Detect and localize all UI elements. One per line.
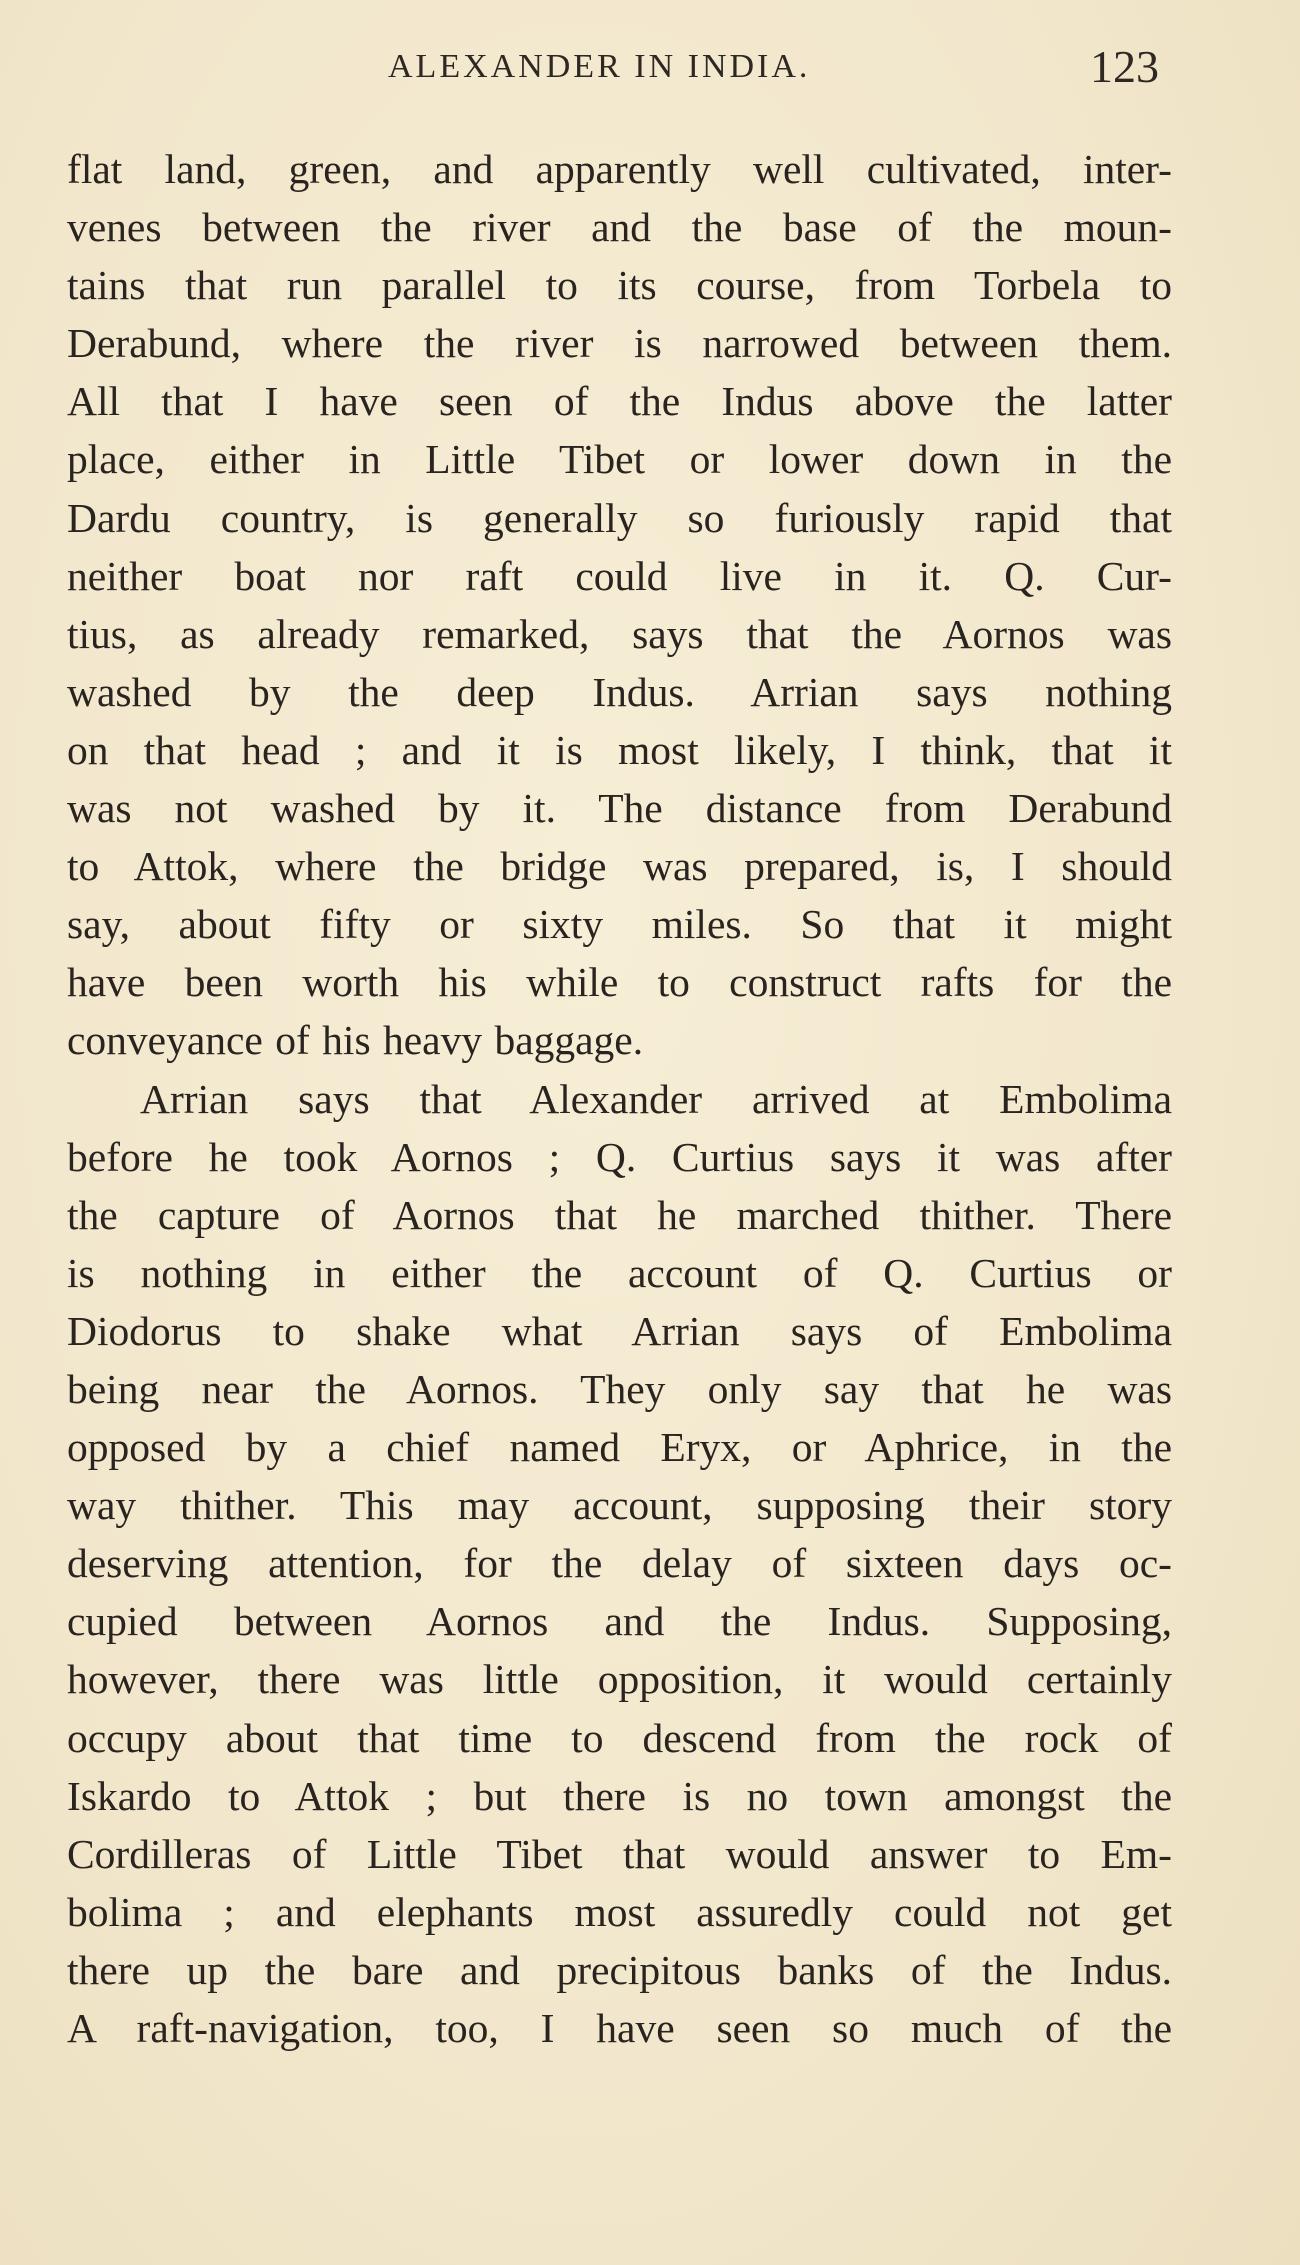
text-line: cupied between Aornos and the Indus. Supposing, xyxy=(67,1598,1172,1645)
running-title: ALEXANDER IN INDIA. xyxy=(388,48,811,85)
text-line: to Attok, where the bridge was prepared, is, I should xyxy=(67,843,1172,890)
text-line: Diodorus to shake what Arrian says of Embolima xyxy=(67,1307,1172,1354)
text-line: way thither. This may account, supposing their story xyxy=(67,1482,1172,1529)
text-line: was not washed by it. The distance from Derabund xyxy=(67,785,1172,832)
text-line: All that I have seen of the Indus above the latter xyxy=(67,378,1172,425)
text-line: on that head ; and it is most likely, I think, that it xyxy=(67,726,1172,773)
text-line: venes between the river and the base of the moun- xyxy=(67,204,1172,251)
text-line: the capture of Aornos that he marched thither. There xyxy=(67,1191,1172,1238)
text-line: however, there was little opposition, it would certainly xyxy=(67,1656,1172,1703)
text-line: tius, as already remarked, says that the Aornos was xyxy=(67,610,1172,657)
text-line: bolima ; and elephants most assuredly could not get xyxy=(67,1888,1172,1935)
text-line: A raft-navigation, too, I have seen so much of the xyxy=(67,2005,1172,2051)
text-line: say, about fifty or sixty miles. So that it might xyxy=(67,901,1172,948)
text-line: Iskardo to Attok ; but there is no town amongst the xyxy=(67,1772,1172,1819)
text-line: tains that run parallel to its course, from Torbela to xyxy=(67,262,1172,309)
text-line: before he took Aornos ; Q. Curtius says it was after xyxy=(67,1133,1172,1180)
text-line: Derabund, where the river is narrowed between them. xyxy=(67,320,1172,367)
text-line: deserving attention, for the delay of sixteen days oc- xyxy=(67,1540,1172,1587)
text-line: Dardu country, is generally so furiously rapid that xyxy=(67,494,1172,541)
text-line: have been worth his while to construct rafts for the xyxy=(67,959,1172,1006)
text-line: there up the bare and precipitous banks of the Indus. xyxy=(67,1946,1172,1993)
text-line: neither boat nor raft could live in it. Q. Cur- xyxy=(67,552,1172,599)
text-line: washed by the deep Indus. Arrian says nothing xyxy=(67,668,1172,715)
text-line: Cordilleras of Little Tibet that would answer to Em- xyxy=(67,1830,1172,1877)
text-line: place, either in Little Tibet or lower down in the xyxy=(67,436,1172,483)
text-line: is nothing in either the account of Q. Curtius or xyxy=(67,1249,1172,1296)
page-number: 123 xyxy=(1090,41,1159,92)
text-line: opposed by a chief named Eryx, or Aphrice, in the xyxy=(67,1424,1172,1471)
text-line: Arrian says that Alexander arrived at Embolima xyxy=(140,1075,1172,1122)
text-line: occupy about that time to descend from the rock of xyxy=(67,1714,1172,1761)
body-text xyxy=(67,140,1172,2057)
text-line: being near the Aornos. They only say that he was xyxy=(67,1365,1172,1412)
text-line: flat land, green, and apparently well cultivated, inter- xyxy=(67,146,1172,192)
text-line: conveyance of his heavy baggage. xyxy=(67,1017,644,1064)
